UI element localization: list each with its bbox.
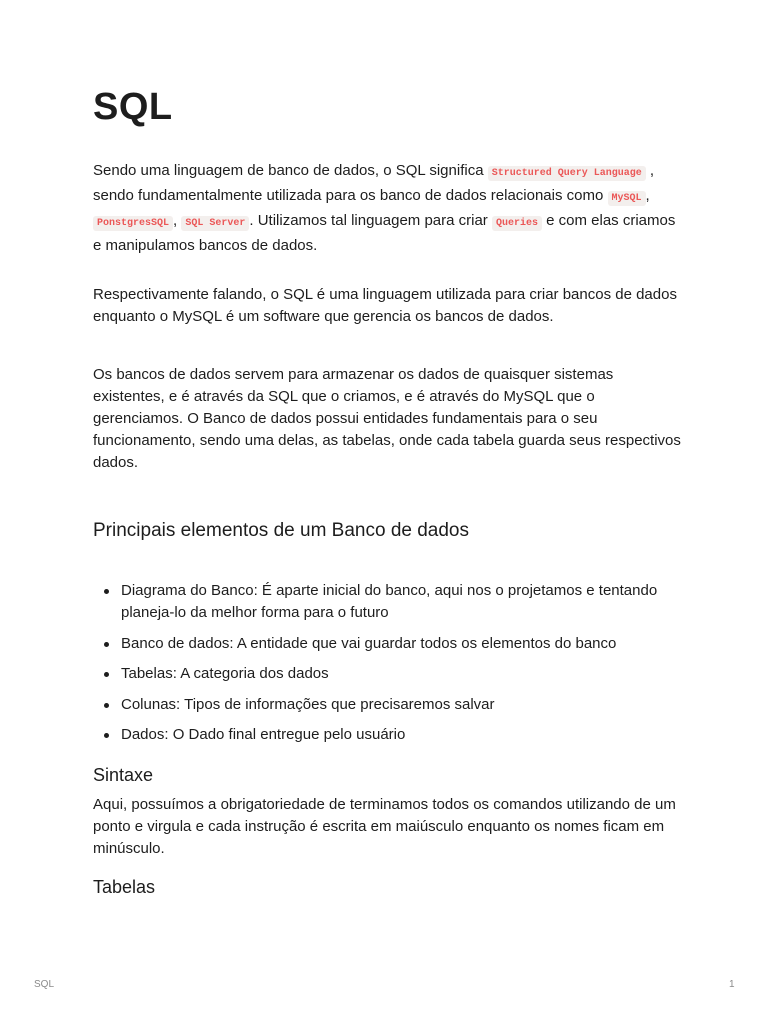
intro-paragraph bbox=[93, 160, 683, 257]
intro-text-5: . Utilizamos tal linguagem para criar bbox=[249, 212, 492, 229]
heading-syntax: Sintaxe bbox=[93, 765, 154, 785]
list-item: Diagrama do Banco: É aparte inicial do banco, aqui nos o projetamos e tentando planeja-lo da melhor forma para o futuro bbox=[121, 580, 711, 624]
inline-code-sql-server: SQL Server bbox=[181, 216, 249, 231]
intro-text-1: Sendo uma linguagem de banco de dados, o SQL significa bbox=[93, 162, 488, 179]
list-item: Tabelas: A categoria dos dados bbox=[121, 663, 711, 685]
inline-code-structured-query-language: Structured Query Language bbox=[488, 166, 646, 181]
intro-text-2: , sendo fundamentalmente utilizada para os banco de dados relacionais como bbox=[93, 162, 655, 204]
footer-title: SQL bbox=[34, 979, 55, 990]
list-item: Colunas: Tipos de informações que precisaremos salvar bbox=[121, 694, 711, 716]
list-item: Banco de dados: A entidade que vai guardar todos os elementos do banco bbox=[121, 633, 711, 655]
heading-main-elements: Principais elementos de um Banco de dados bbox=[93, 520, 470, 541]
intro-text-3: , bbox=[645, 187, 650, 204]
sql-vs-mysql-paragraph: Respectivamente falando, o SQL é uma linguagem utilizada para criar bancos de dados enquanto o MySQL é um software que gerencia os bancos de dados. bbox=[93, 286, 677, 325]
inline-code-postgressql: PonstgresSQL bbox=[93, 216, 173, 231]
syntax-paragraph: Aqui, possuímos a obrigatoriedade de terminamos todos os comandos utilizando de um ponto e virgula e cada instrução é escrita em maiúsculo enquanto os nomes ficam em minúsculo. bbox=[93, 796, 676, 857]
inline-code-mysql: MySQL bbox=[608, 191, 646, 206]
databases-paragraph: Os bancos de dados servem para armazenar os dados de quaisquer sistemas existentes, e é através da SQL que o criamos, e é através do MySQL que o gerenciamos. O Banco de dados possui entidades fundamentais para o seu funcionamento, sendo uma delas, as tabelas, onde cada tabela guarda seus respectivos dados. bbox=[93, 366, 681, 471]
page-title: SQL bbox=[93, 86, 173, 128]
list-item: Dados: O Dado final entregue pelo usuário bbox=[121, 724, 711, 746]
elements-list bbox=[93, 580, 711, 755]
page-number: 1 bbox=[729, 979, 735, 990]
intro-text-6: e com elas criamos e manipulamos bancos de dados. bbox=[93, 212, 676, 254]
intro-text-4: , bbox=[173, 212, 182, 229]
heading-tables: Tabelas bbox=[93, 877, 156, 897]
inline-code-queries: Queries bbox=[492, 216, 542, 231]
